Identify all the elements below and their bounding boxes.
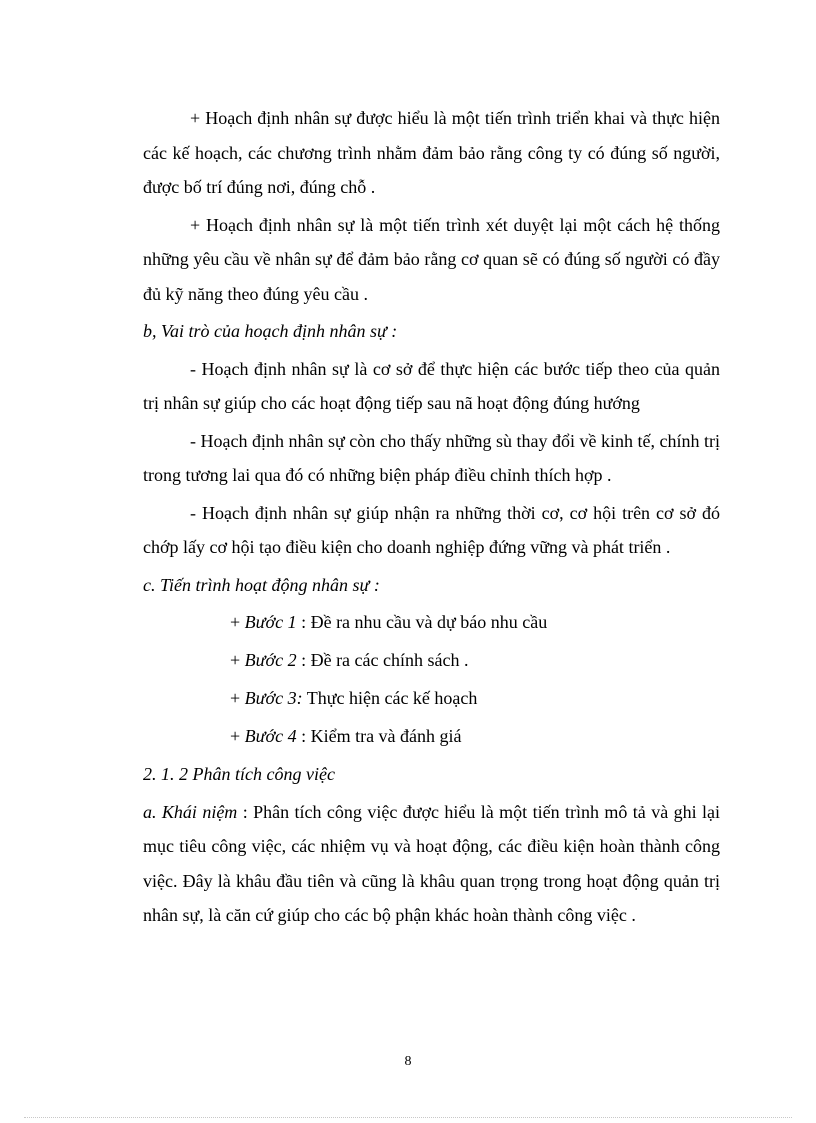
concept-text: : Phân tích công việc được hiểu là một tiến trình mô tả và ghi lại mục tiêu công việc, các nhiệm vụ và hoạt động, các điều kiện hoàn thành công việc. Đây là khâu đầu tiên và cũng là khâu quan trọng trong hoạt động quản trị nhân sự, là căn cứ giúp cho các bộ phận khác hoàn thành công việc . <box>143 801 720 925</box>
step-prefix: + <box>230 650 245 670</box>
paragraph-planning-definition-1: + Hoạch định nhân sự được hiểu là một tiến trình triển khai và thực hiện các kế hoạch, các chương trình nhằm đảm bảo rằng công ty có đúng số người, được bố trí đúng nơi, đúng chỗ . <box>143 108 720 197</box>
paragraph-role-3: - Hoạch định nhân sự giúp nhận ra những thời cơ, cơ hội trên cơ sở đó chớp lấy cơ hội tạo điều kiện cho doanh nghiệp đứng vững và phát triển . <box>143 502 720 557</box>
step-prefix: + <box>230 688 245 708</box>
paragraph-role-1: - Hoạch định nhân sự là cơ sở để thực hiện các bước tiếp theo của quản trị nhân sự giúp cho các hoạt động tiếp sau nã hoạt động đúng hướng <box>143 358 720 413</box>
page-number: 8 <box>404 1054 412 1069</box>
heading-process: c. Tiến trình hoạt động nhân sự : <box>143 574 380 595</box>
step-text: : Đề ra nhu cầu và dự báo nhu cầu <box>296 612 548 632</box>
paragraph-job-analysis-concept <box>143 795 720 933</box>
step-item-2 <box>230 643 720 678</box>
step-item-1 <box>230 605 720 640</box>
step-label: Bước 4 <box>244 726 297 746</box>
step-prefix: + <box>230 726 245 746</box>
step-text: : Kiểm tra và đánh giá <box>296 726 462 746</box>
heading-role-of-planning: b, Vai trò của hoạch định nhân sự : <box>143 321 398 341</box>
step-item-3 <box>230 681 720 716</box>
step-text: Thực hiện các kế hoạch <box>302 688 478 708</box>
step-prefix: + <box>230 612 245 632</box>
step-label: Bước 3: <box>244 688 303 708</box>
paragraph-planning-definition-2: + Hoạch định nhân sự là một tiến trình xét duyệt lại một cách hệ thống những yêu cầu về nhân sự để đảm bảo rằng cơ quan sẽ có đúng số người có đầy đủ kỹ năng theo đúng yêu cầu . <box>143 214 720 304</box>
page-bottom-divider <box>24 1117 792 1118</box>
heading-job-analysis: 2. 1. 2 Phân tích công việc <box>143 764 335 784</box>
body-text <box>143 101 720 933</box>
paragraph-role-2: - Hoạch định nhân sự còn cho thấy những sù thay đổi về kinh tế, chính trị trong tương lai qua đó có những biện pháp điều chỉnh thích hợp . <box>143 430 720 485</box>
step-label: Bước 2 <box>244 650 297 670</box>
concept-label: a. Khái niệm <box>143 801 238 822</box>
step-item-4 <box>230 719 720 754</box>
step-label: Bước 1 <box>244 612 297 632</box>
step-text: : Đề ra các chính sách . <box>296 650 469 670</box>
